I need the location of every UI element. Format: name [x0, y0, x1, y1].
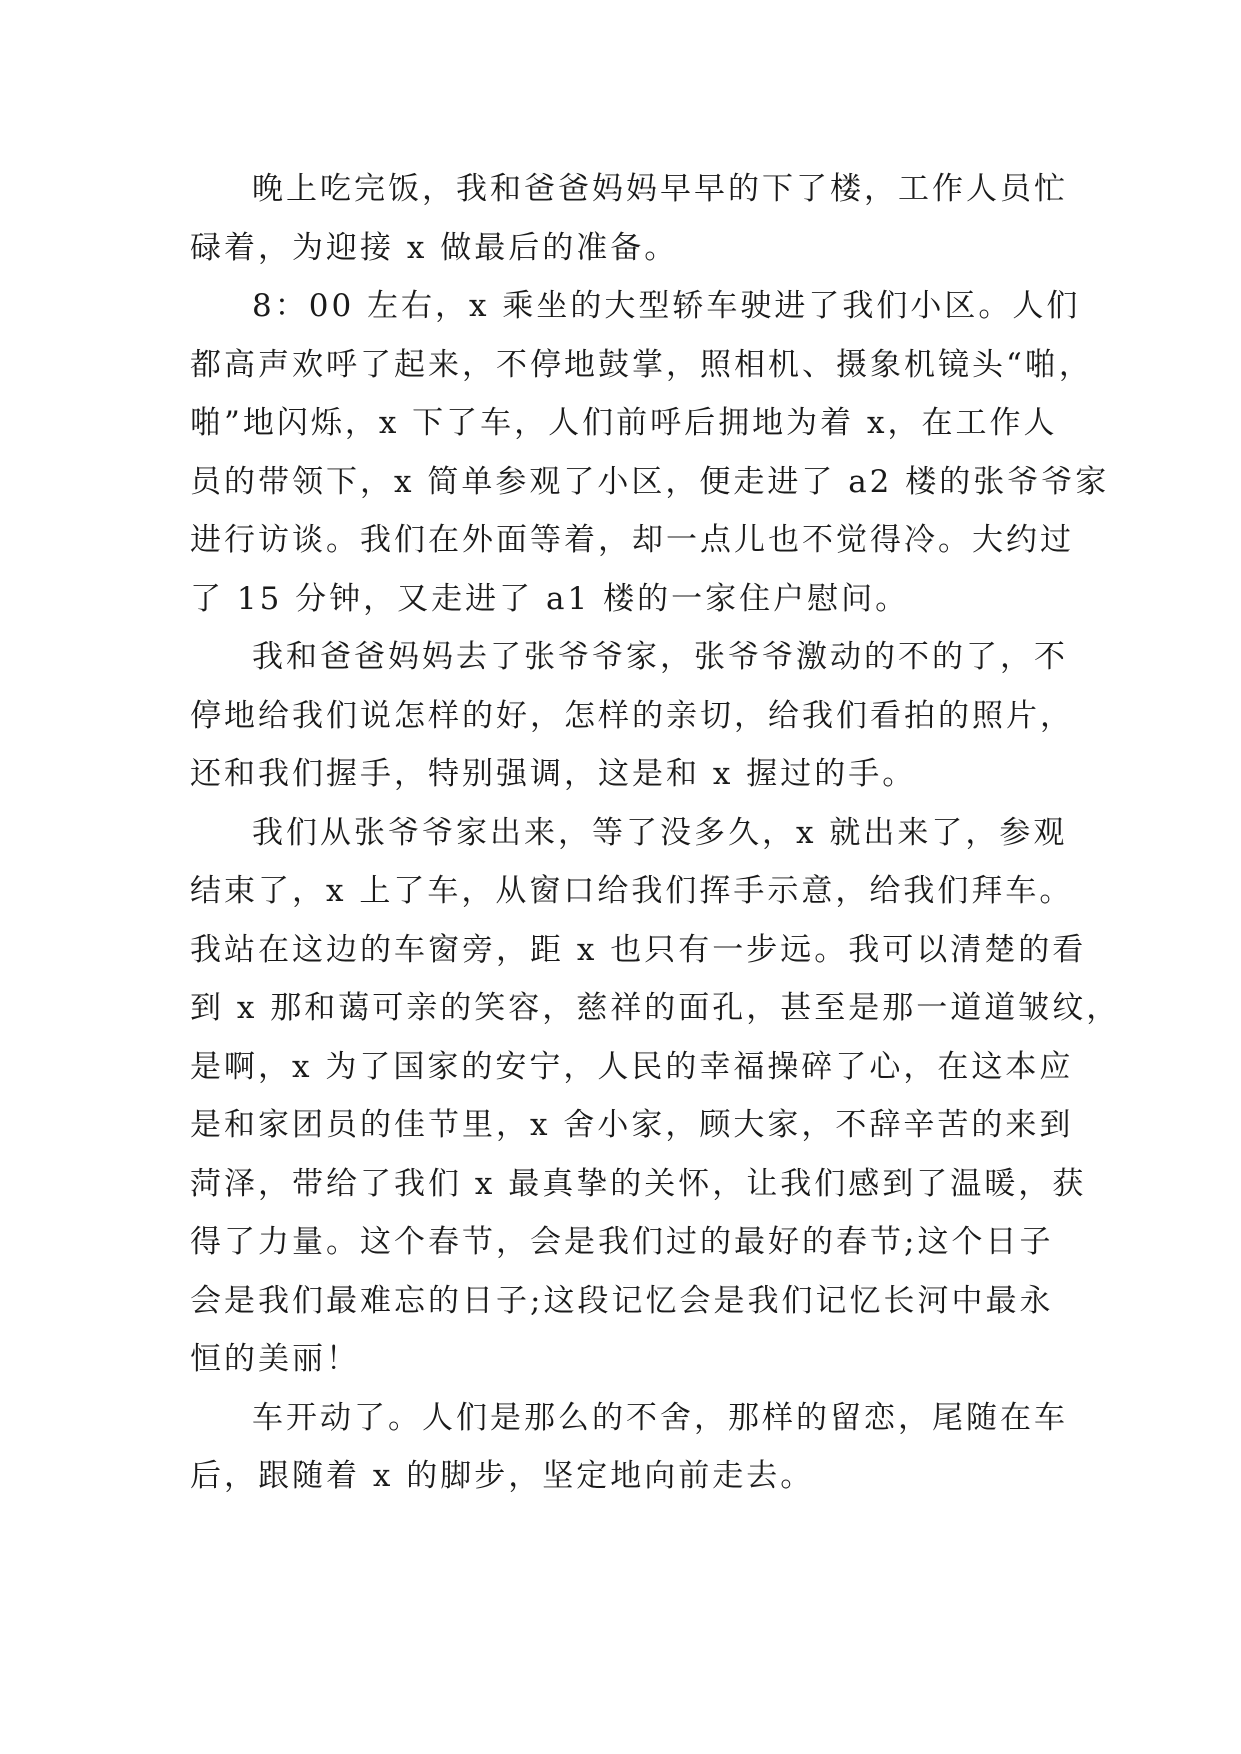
text-line: 进行访谈。我们在外面等着，却一点儿也不觉得冷。大约过 — [190, 522, 1074, 558]
text-line: 员的带领下，x 简单参观了小区，便走进了 a2 楼的张爷爷家 — [190, 463, 1110, 500]
text-line: 停地给我们说怎样的好，怎样的亲切，给我们看拍的照片， — [190, 697, 1074, 734]
text-line: 都高声欢呼了起来，不停地鼓掌，照相机、摄象机镜头“啪， — [190, 346, 1093, 383]
text-line: 是和家团员的佳节里，x 舍小家，顾大家，不辞辛苦的来到 — [190, 1107, 1074, 1143]
text-line: 还和我们握手，特别强调，这是和 x 握过的手。 — [190, 756, 917, 792]
text-line: 碌着，为迎接 x 做最后的准备。 — [190, 229, 679, 266]
text-line: 是啊，x 为了国家的安宁，人民的幸福操碎了心，在这本应 — [190, 1048, 1074, 1085]
text-line: 8：00 左右，x 乘坐的大型轿车驶进了我们小区。人们 — [252, 288, 1081, 324]
paragraph — [190, 1389, 1070, 1506]
text-line: 我们从张爷爷家出来，等了没多久，x 就出来了，参观 — [252, 814, 1068, 851]
text-line: 菏泽，带给了我们 x 最真挚的关怀，让我们感到了温暖，获 — [190, 1165, 1087, 1202]
text-line: 得了力量。这个春节，会是我们过的最好的春节;这个日子 — [190, 1224, 1054, 1260]
text-line: 了 15 分钟，又走进了 a1 楼的一家住户慰问。 — [190, 580, 910, 617]
text-line: 会是我们最难忘的日子;这段记忆会是我们记忆长河中最永 — [190, 1282, 1054, 1319]
text-line: 结束了，x 上了车，从窗口给我们挥手示意，给我们拜车。 — [190, 873, 1074, 909]
text-line: 车开动了。人们是那么的不舍，那样的留恋，尾随在车 — [252, 1399, 1068, 1436]
text-line: 恒的美丽！ — [190, 1341, 360, 1377]
text-line: 到 x 那和蔼可亲的笑容，慈祥的面孔，甚至是那一道道皱纹， — [190, 990, 1121, 1026]
text-line: 我站在这边的车窗旁，距 x 也只有一步远。我可以清楚的看 — [190, 931, 1087, 968]
text-line: 啪”地闪烁，x 下了车，人们前呼后拥地为着 x，在工作人 — [190, 405, 1058, 441]
document-body — [190, 160, 1121, 1506]
text-line: 后，跟随着 x 的脚步，坚定地向前走去。 — [190, 1458, 815, 1494]
paragraph — [190, 277, 1110, 628]
paragraph — [190, 628, 1074, 804]
text-line: 晚上吃完饭，我和爸爸妈妈早早的下了楼，工作人员忙 — [252, 171, 1068, 207]
text-line: 我和爸爸妈妈去了张爷爷家，张爷爷激动的不的了，不 — [252, 639, 1068, 675]
paragraph — [190, 160, 1070, 277]
paragraph — [190, 804, 1121, 1389]
